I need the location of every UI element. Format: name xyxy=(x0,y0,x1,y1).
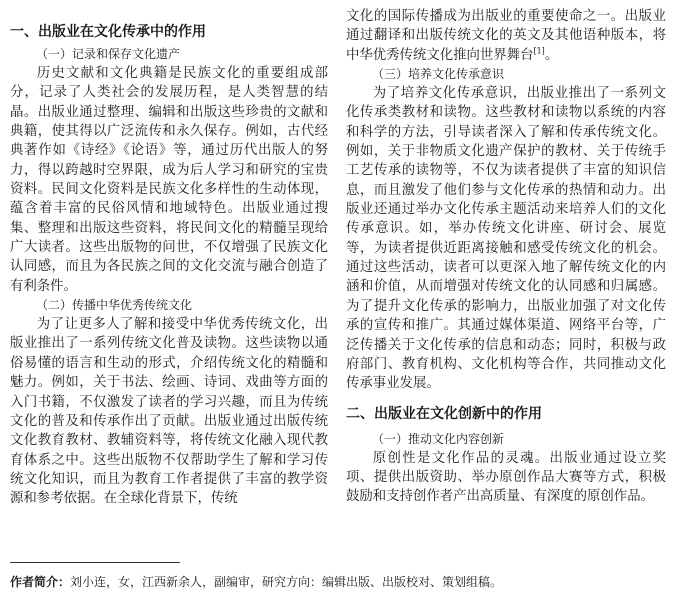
subsection-4-heading: （一）推动文化内容创新 xyxy=(372,431,505,446)
paragraph-2-end: 。 xyxy=(544,47,559,63)
section-2-title: 二、出版业在文化创新中的作用 xyxy=(346,405,542,422)
author-footnote xyxy=(10,574,670,590)
left-column xyxy=(10,0,328,509)
footnote-text: 刘小连，女，江西新余人，副编审，研究方向：编辑出版、出版校对、策划组稿。 xyxy=(70,575,503,589)
paragraph-3: 为了培养文化传承意识，出版业推出了一系列文化传承类教材和读物。这些教材和读物以系统的内容和科学的方法，引导读者深入了解和传承传统文化。例如，关于非物质文化遗产保护的教材、关于传统手工艺传承的读物等，不仅为读者提供了丰富的知识信息，而且激发了他们参与文化传承的热情和动力。出版业还通过举办文化传承主题活动来培养人们的文化传承意识。如，举办传统文化讲座、研讨会、展览等，为读者提供近距离接触和感受传统文化的机会。通过这些活动，读者可以更深入地了解传统文化的内涵和价值，从而增强对传统文化的认同感和归属感。为了提升文化传承的影响力，出版业加强了对文化传承的宣传和推广。其通过媒体渠道、网络平台等，广泛传播关于文化传承的信息和动态；同时，积极与政府部门、教育机构、文化机构等合作，共同推动文化传承事业发展。 xyxy=(346,86,666,392)
citation-ref: [1] xyxy=(533,46,545,56)
footnote-label: 作者简介： xyxy=(10,575,71,589)
subsection-3-heading: （三）培养文化传承意识 xyxy=(372,67,505,82)
subsection-2-heading: （二）传播中华优秀传统文化 xyxy=(36,298,193,313)
right-column xyxy=(346,0,666,507)
paragraph-1: 历史文献和文化典籍是民族文化的重要组成部分，记录了人类社会的发展历程，是人类智慧的结晶。出版业通过整理、编辑和出版这些珍贵的文献和典籍，使其得以广泛流传和永久保存。例如，古代经典著作如《诗经》《论语》等，通过历代出版人的努力，得以跨越时空界限，成为后人学习和研究的宝贵资料。民间文化资料是民族文化多样性的生动体现，蕴含着丰富的民俗风情和地域特色。出版业通过搜集、整理和出版这些资料，将民间文化的精髓呈现给广大读者。这些出版物的问世，不仅增强了民族文化认同感，而且为各民族之间的文化交流与融合创造了有利条件。 xyxy=(10,66,328,294)
paragraph-4: 原创性是文化作品的灵魂。出版业通过设立奖项、提供出版资助、举办原创作品大赛等方式，积极鼓励和支持创作者产出高质量、有深度的原创作品。 xyxy=(346,450,666,505)
section-1-title: 一、出版业在文化传承中的作用 xyxy=(10,24,206,40)
paragraph-2-continued-text: 文化的国际传播成为出版业的重要使命之一。出版业通过翻译和出版传统文化的英文及其他语种版本，将中华优秀传统文化推向世界舞台 xyxy=(346,9,666,63)
footnote-divider xyxy=(10,562,180,563)
paragraph-2-continued xyxy=(346,7,666,65)
subsection-1-heading: （一）记录和保存文化遗产 xyxy=(36,47,181,61)
paragraph-2: 为了让更多人了解和接受中华优秀传统文化，出版业推出了一系列传统文化普及读物。这些读物以通俗易懂的语言和生动的形式，介绍传统文化的精髓和魅力。例如，关于书法、绘画、诗词、戏曲等方面的入门书籍，不仅激发了读者的学习兴趣，而且为传统文化的普及和传承作出了贡献。出版业通过出版传统文化教育教材、教辅资料等，将传统文化融入现代教育体系之中。这些出版物不仅帮助学生了解和学习传统文化知识，而且为教育工作者提供了丰富的教学资源和参考依据。在全球化背景下，传统 xyxy=(10,317,328,507)
